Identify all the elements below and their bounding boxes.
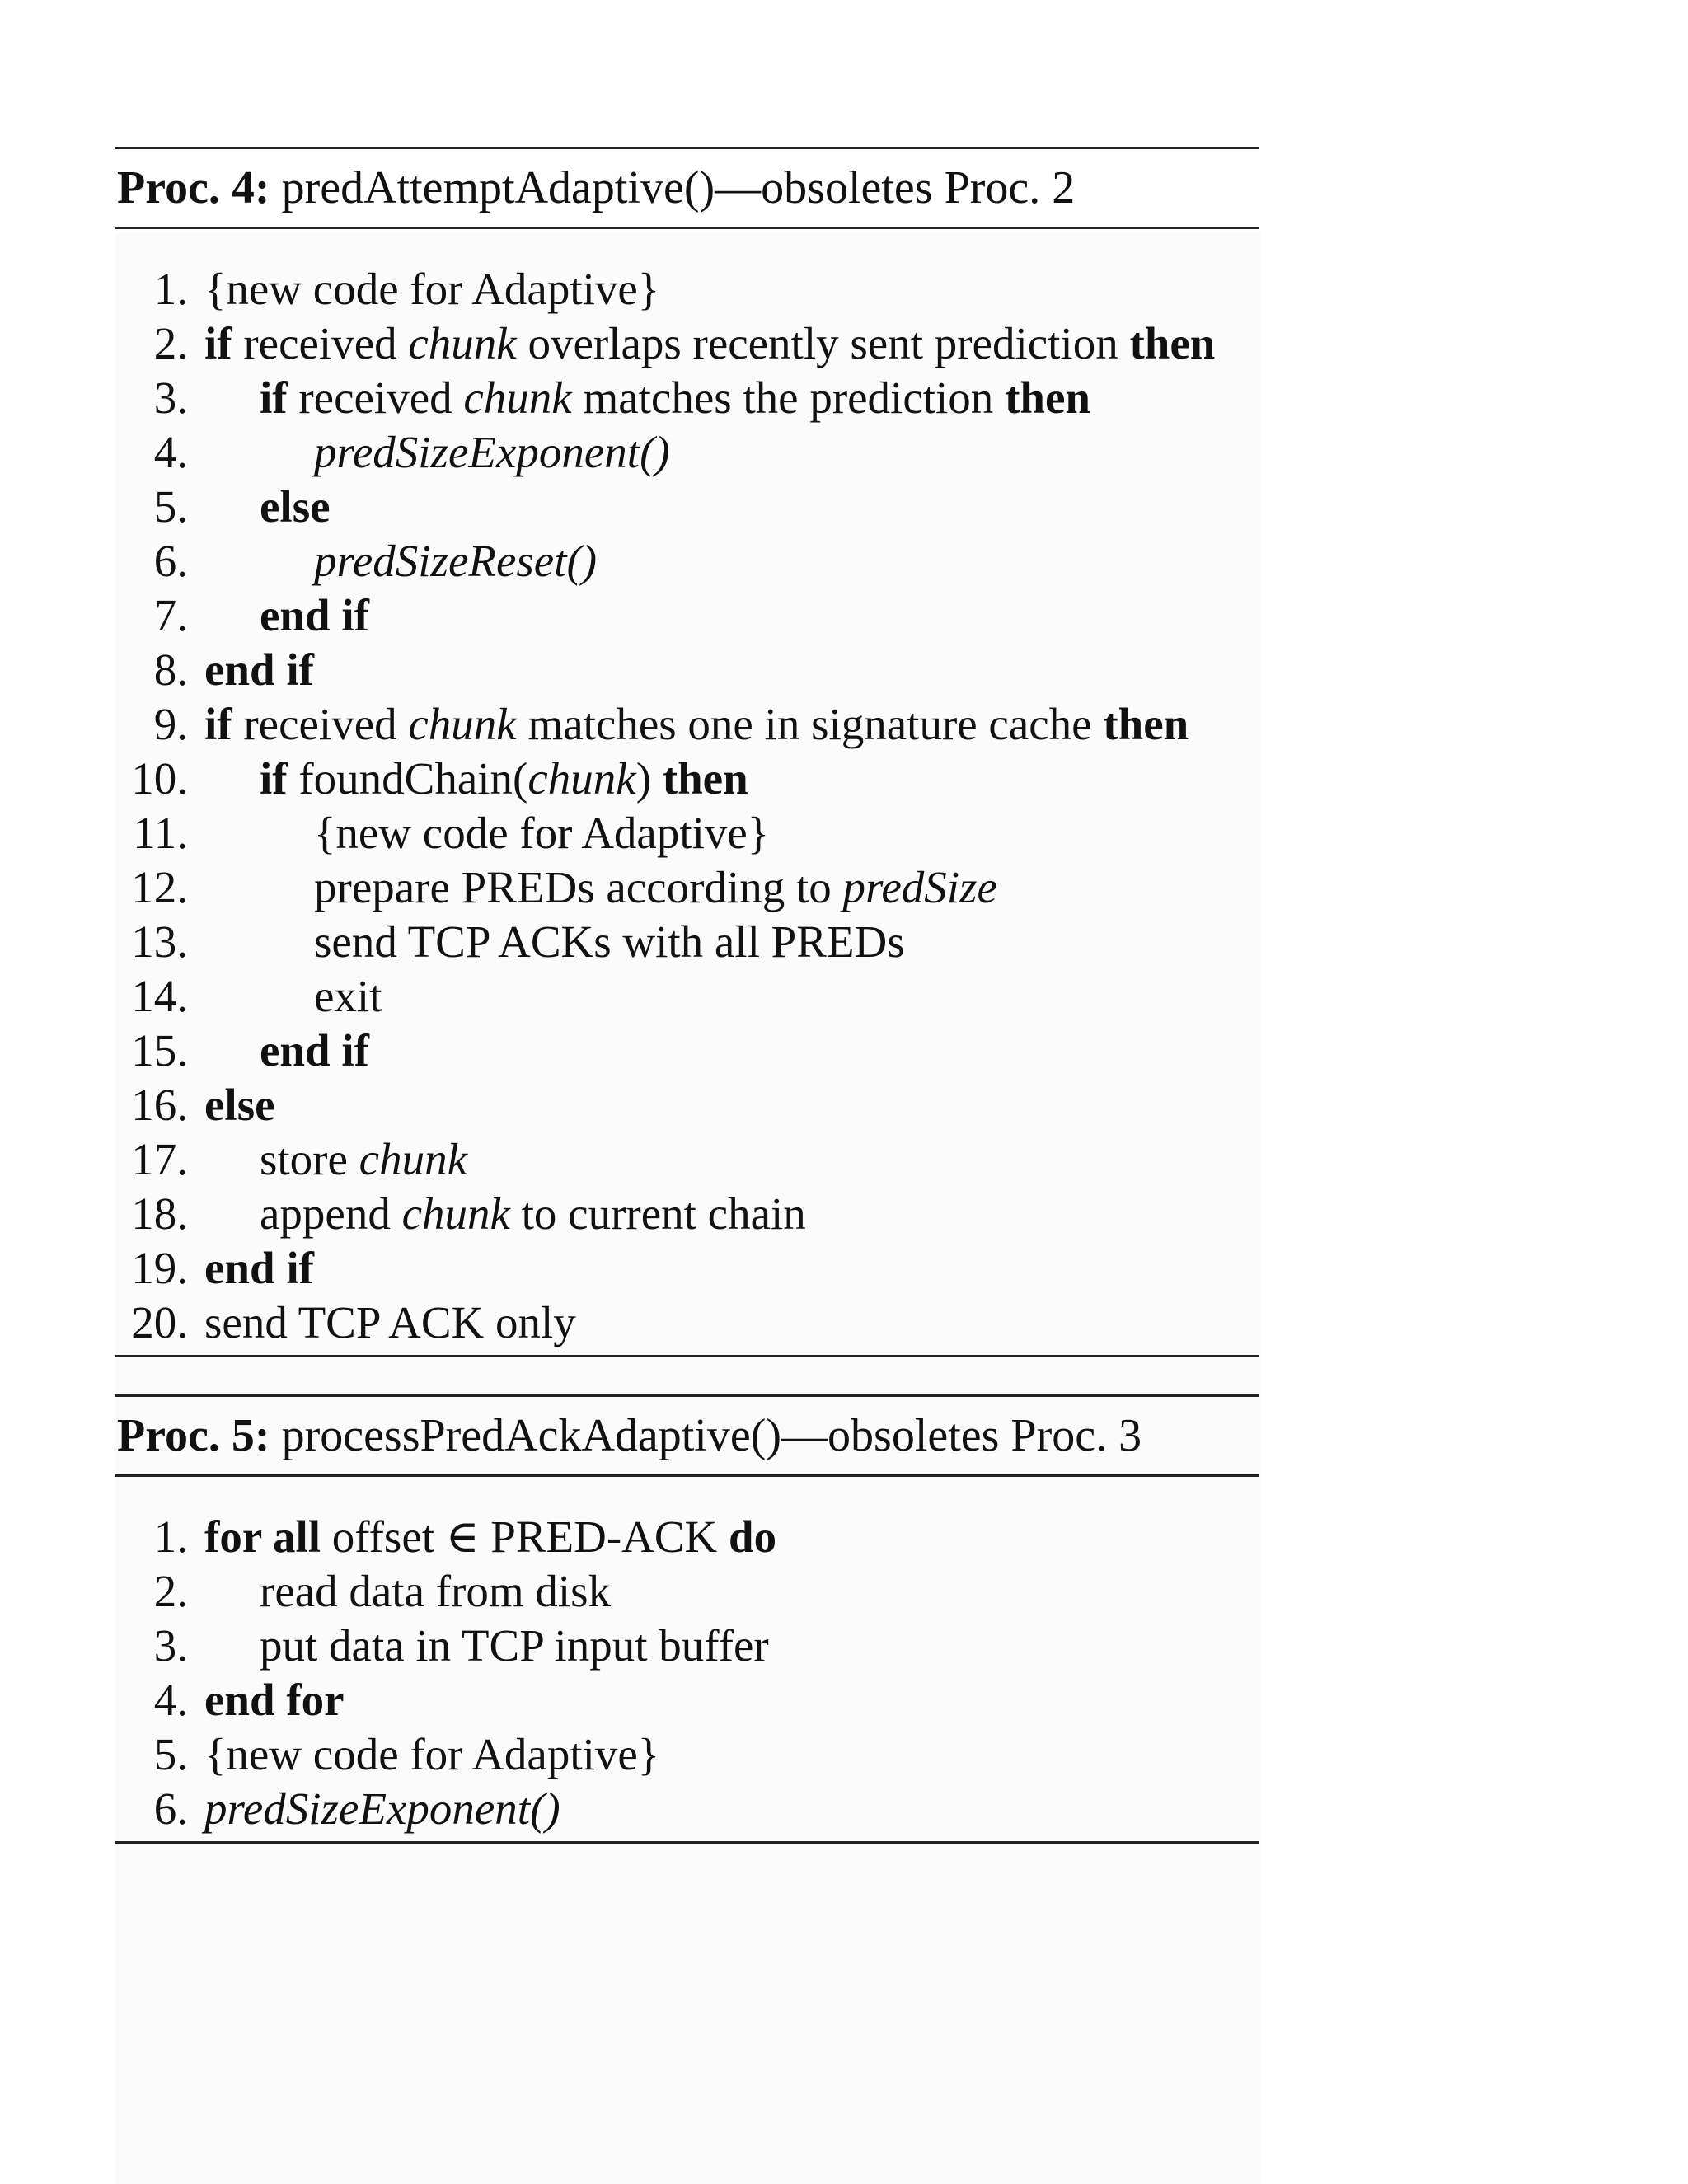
keyword: else — [260, 481, 331, 532]
variable: chunk — [408, 699, 517, 749]
line-number: 3. — [153, 1620, 188, 1671]
variable: chunk — [359, 1134, 467, 1184]
line-number: 4. — [153, 427, 188, 477]
line-number: 5. — [153, 1729, 188, 1779]
line-code — [204, 1673, 345, 1727]
keyword: else — [204, 1080, 275, 1130]
keyword: then — [1129, 318, 1216, 368]
line-number: 15. — [131, 1025, 188, 1076]
line-number: 5. — [153, 481, 188, 532]
procedure-name: processPredAckAdaptive()—obsoletes Proc. 3 — [281, 1410, 1142, 1461]
keyword: if — [260, 753, 288, 804]
procedure-title — [115, 1397, 1259, 1474]
keyword: if — [204, 318, 232, 368]
code-line — [115, 1510, 1259, 1564]
code-text: {new code for Adaptive} — [204, 264, 660, 314]
line-code — [204, 915, 905, 969]
line-code — [204, 425, 670, 480]
code-line — [115, 1296, 1259, 1350]
code-text: read data from disk — [260, 1566, 612, 1616]
line-code — [204, 643, 314, 697]
code-text: put data in TCP input buffer — [260, 1620, 769, 1671]
variable: chunk — [463, 373, 572, 423]
code-text: store — [260, 1134, 359, 1184]
procedure-name: predAttemptAdaptive()—obsoletes Proc. 2 — [281, 162, 1076, 213]
line-code — [204, 969, 382, 1024]
line-number: 4. — [153, 1675, 188, 1725]
keyword: do — [729, 1511, 777, 1562]
code-text: overlaps recently sent prediction — [516, 318, 1130, 368]
code-line — [115, 1132, 1259, 1187]
keyword: then — [1005, 373, 1090, 423]
variable: predSize — [842, 862, 997, 912]
line-code — [204, 588, 369, 643]
line-number: 2. — [153, 318, 188, 368]
keyword: end if — [260, 1025, 369, 1076]
line-code — [204, 371, 1090, 425]
keyword: if — [260, 373, 288, 423]
code-line — [115, 588, 1259, 643]
code-line — [115, 1673, 1259, 1727]
code-line — [115, 480, 1259, 534]
keyword: end if — [204, 644, 314, 695]
procedure-5 — [115, 1394, 1259, 1844]
code-line — [115, 1782, 1259, 1836]
code-text: received — [232, 318, 409, 368]
line-code — [204, 1296, 576, 1350]
code-line — [115, 262, 1259, 316]
line-code — [204, 1132, 467, 1187]
keyword: then — [1103, 699, 1189, 749]
line-code — [204, 697, 1189, 752]
line-code — [204, 1241, 314, 1296]
code-line — [115, 915, 1259, 969]
line-number: 20. — [131, 1297, 188, 1347]
line-number: 13. — [131, 916, 188, 967]
line-number: 10. — [131, 753, 188, 804]
keyword: if — [204, 699, 232, 749]
code-text: {new code for Adaptive} — [204, 1729, 660, 1779]
keyword: end if — [260, 590, 369, 640]
code-text: send TCP ACK only — [204, 1297, 576, 1347]
line-number: 16. — [131, 1080, 188, 1130]
line-code — [204, 806, 769, 860]
code-line — [115, 1024, 1259, 1078]
code-line — [115, 969, 1259, 1024]
code-line — [115, 1619, 1259, 1673]
line-code — [204, 1564, 611, 1619]
keyword: end if — [204, 1243, 314, 1293]
code-text: received — [287, 373, 464, 423]
code-text: foundChain( — [287, 753, 528, 804]
code-line — [115, 425, 1259, 480]
line-code — [204, 1619, 769, 1673]
function-call: predSizeExponent() — [314, 427, 670, 477]
line-code — [204, 316, 1215, 371]
procedure-body — [115, 229, 1259, 1355]
variable: chunk — [401, 1188, 510, 1239]
code-line — [115, 534, 1259, 588]
line-code — [204, 1782, 560, 1836]
code-line — [115, 1564, 1259, 1619]
line-number: 6. — [153, 536, 188, 586]
line-number: 14. — [131, 971, 188, 1021]
line-number: 19. — [131, 1243, 188, 1293]
line-number: 1. — [153, 264, 188, 314]
procedure-label: Proc. 5: — [117, 1410, 270, 1461]
bottom-rule — [115, 1355, 1259, 1357]
code-text: {new code for Adaptive} — [314, 808, 770, 858]
function-call: predSizeReset() — [314, 536, 598, 586]
line-code — [204, 1510, 776, 1564]
code-text: exit — [314, 971, 382, 1021]
code-line — [115, 316, 1259, 371]
function-call: predSizeExponent() — [204, 1783, 560, 1834]
keyword: then — [662, 753, 748, 804]
line-code — [204, 1727, 659, 1782]
line-code — [204, 534, 597, 588]
code-line — [115, 1241, 1259, 1296]
code-text: append — [260, 1188, 402, 1239]
line-code — [204, 860, 997, 915]
line-code — [204, 1078, 275, 1132]
procedure-4 — [115, 147, 1259, 1357]
line-number: 17. — [131, 1134, 188, 1184]
line-number: 12. — [131, 862, 188, 912]
line-number: 6. — [153, 1783, 188, 1834]
line-number: 18. — [131, 1188, 188, 1239]
code-line — [115, 697, 1259, 752]
code-line — [115, 806, 1259, 860]
code-line — [115, 1078, 1259, 1132]
keyword: for all — [204, 1511, 321, 1562]
code-text: prepare PREDs according to — [314, 862, 843, 912]
line-code — [204, 752, 748, 806]
line-code — [204, 480, 331, 534]
procedure-label: Proc. 4: — [117, 162, 270, 213]
code-text: offset ∈ PRED-ACK — [321, 1511, 729, 1562]
line-code — [204, 262, 659, 316]
bottom-rule — [115, 1841, 1259, 1844]
code-line — [115, 1727, 1259, 1782]
line-number: 9. — [153, 699, 188, 749]
variable: chunk — [408, 318, 517, 368]
line-code — [204, 1024, 369, 1078]
line-number: 2. — [153, 1566, 188, 1616]
keyword: end for — [204, 1675, 345, 1725]
code-line — [115, 860, 1259, 915]
code-text: to current chain — [509, 1188, 806, 1239]
procedure-title — [115, 149, 1259, 227]
line-number: 8. — [153, 644, 188, 695]
line-code — [204, 1187, 806, 1241]
line-number: 11. — [133, 808, 188, 858]
code-text: ) — [635, 753, 663, 804]
procedure-body — [115, 1477, 1259, 1841]
code-line — [115, 752, 1259, 806]
code-line — [115, 371, 1259, 425]
code-text: matches one in signature cache — [516, 699, 1104, 749]
code-line — [115, 643, 1259, 697]
code-text: send TCP ACKs with all PREDs — [314, 916, 905, 967]
line-number: 7. — [153, 590, 188, 640]
code-line — [115, 1187, 1259, 1241]
line-number: 3. — [153, 373, 188, 423]
code-text: received — [232, 699, 409, 749]
line-number: 1. — [153, 1511, 188, 1562]
variable: chunk — [528, 753, 636, 804]
code-text: matches the prediction — [571, 373, 1006, 423]
